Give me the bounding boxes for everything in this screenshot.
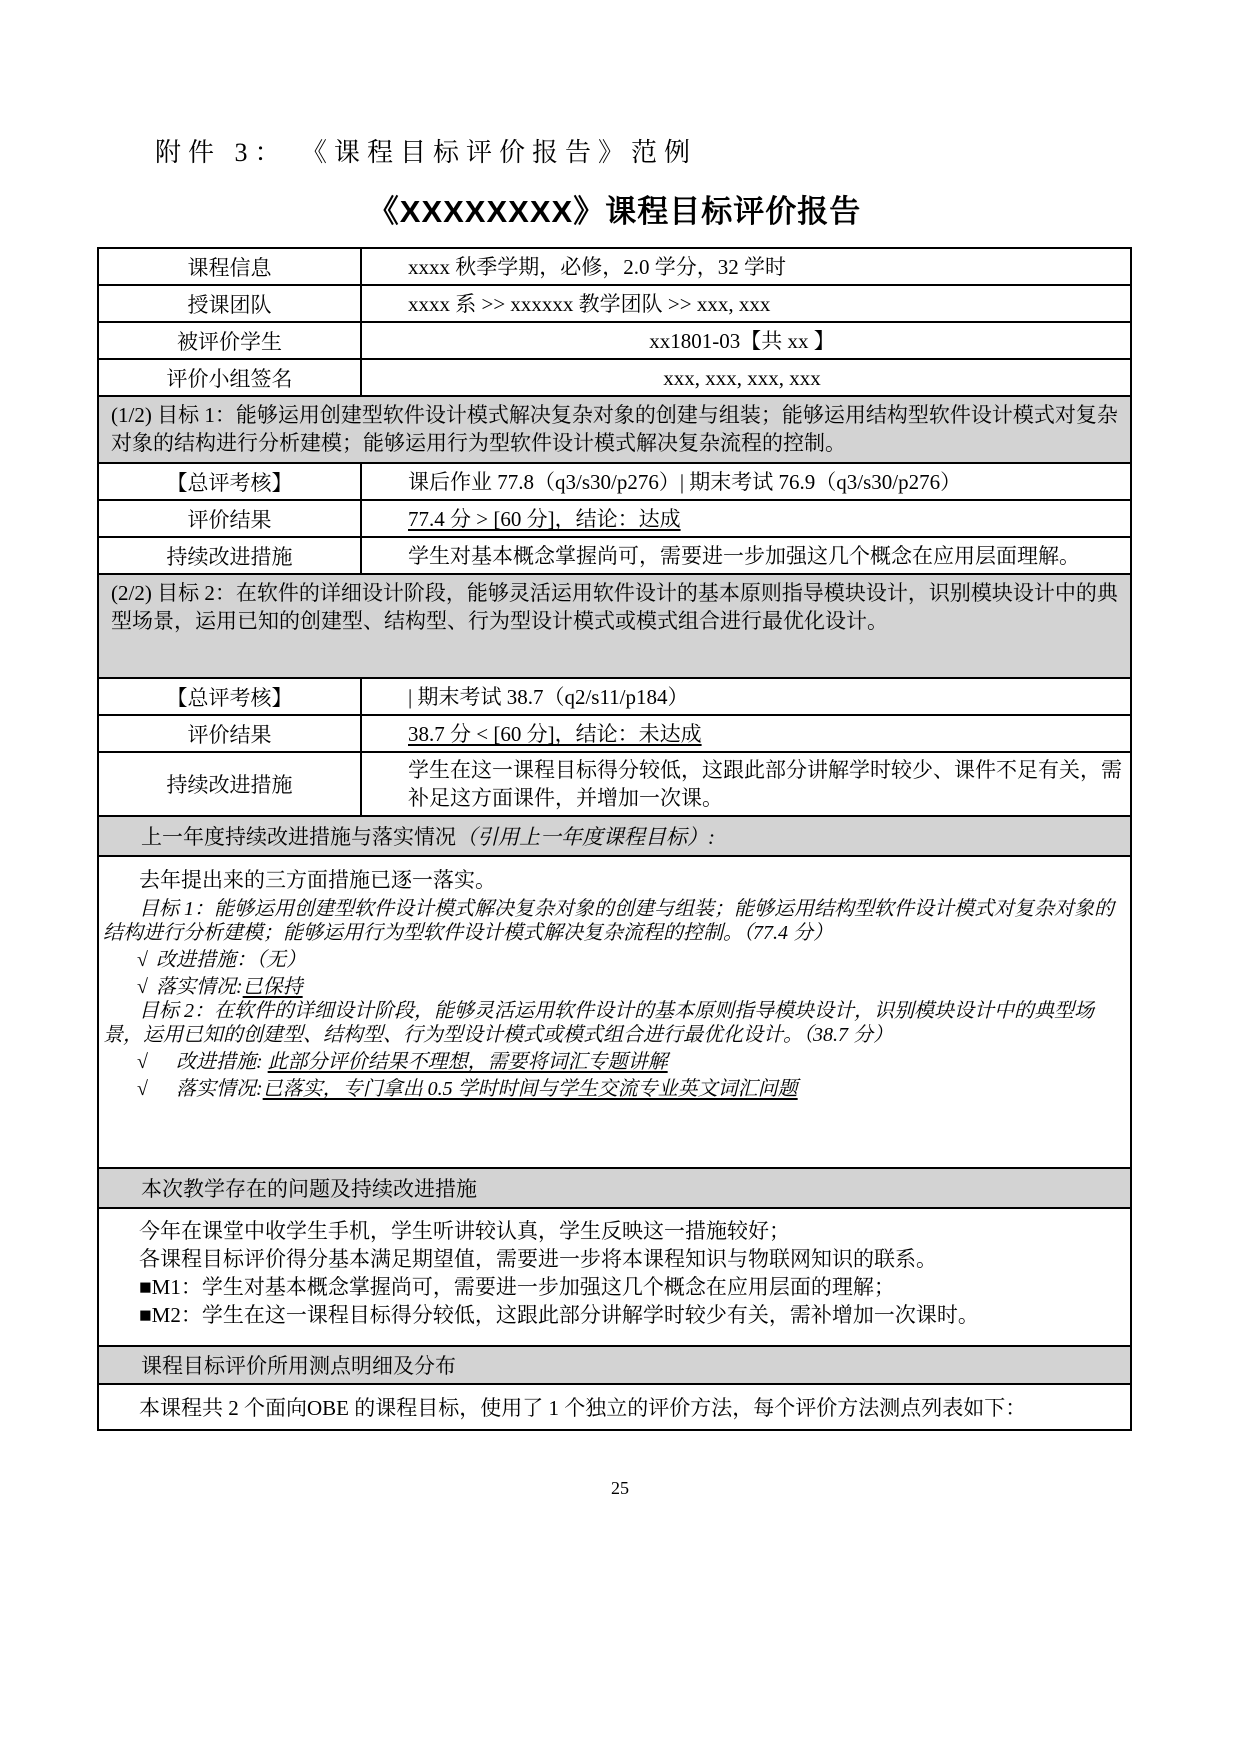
goal-2-result-label: 评价结果 [99, 716, 362, 751]
table-row-course-info [99, 249, 1130, 286]
goal-1-assessment-label: 【总评考核】 [99, 464, 362, 499]
goal-2-improvement-label: 持续改进措施 [99, 753, 362, 815]
goal-2-improvement-value: 学生在这一课程目标得分较低，这跟此部分讲解学时较少、课件不足有关，需补足这方面课件，并增加一次课。 [408, 758, 1122, 810]
problems-line: 今年在课堂中收学生手机，学生听讲较认真，学生反映这一措施较好； [139, 1219, 790, 1243]
goal-2-assessment-row [99, 679, 1130, 716]
goal-2-description-block [99, 575, 1130, 679]
goal-2-improvement-row [99, 753, 1130, 817]
previous-year-goal-1-improvement [99, 948, 1130, 972]
improvement-text: 此部分评价结果不理想，需要将词汇专题讲解 [267, 1051, 668, 1073]
implementation-label: 落实情况: [175, 1078, 263, 1100]
check-mark-icon: √ [137, 1078, 148, 1100]
goal-1-assessment-row [99, 464, 1130, 501]
goal-1-assessment-value: 课后作业 77.8（q3/s30/p276）| 期末考试 76.9（q3/s30/p276） [408, 469, 962, 494]
previous-year-goal-2-summary: 目标 2：在软件的详细设计阶段，能够灵活运用软件设计的基本原则指导模块设计，识别模块设计中的典型场景，运用已知的创建型、结构型、行为型设计模式或模式组合进行最优化设计。（38.7 分） [103, 1000, 1094, 1046]
teaching-team-label: 授课团队 [99, 286, 362, 321]
problems-line: ■M1：学生对基本概念掌握尚可，需要进一步加强这几个概念在应用层面的理解； [139, 1275, 895, 1299]
previous-year-goal-2-improvement [99, 1050, 1130, 1074]
teaching-team-value: xxxx 系 >> xxxxxx 教学团队 >> xxx, xxx [408, 291, 771, 316]
previous-year-goal-1-summary: 目标 1：能够运用创建型软件设计模式解决复杂对象的创建与组装；能够运用结构型软件设计模式对复杂对象的结构进行分析建模；能够运用行为型软件设计模式解决复杂流程的控制。（77.4 分） [103, 898, 1114, 944]
check-mark-icon: √ [137, 1051, 148, 1073]
page-number: 25 [611, 1478, 629, 1498]
problems-section-header [99, 1169, 1130, 1209]
evaluated-students-value: xx1801-03【共 xx 】 [649, 328, 835, 353]
evaluation-report-table [97, 247, 1132, 1431]
previous-year-header-citation: （引用上一年度课程目标）: [456, 825, 715, 849]
check-mark-icon: √ [137, 976, 148, 998]
goal-2-result-row [99, 716, 1130, 753]
goal-1-improvement-value: 学生对基本概念掌握尚可，需要进一步加强这几个概念在应用层面理解。 [408, 543, 1080, 568]
goal-1-result-value [362, 501, 1130, 536]
previous-year-section-header [99, 817, 1130, 857]
previous-year-content [99, 857, 1130, 1169]
improvement-text: （无） [255, 949, 306, 971]
table-row-panel-signature [99, 360, 1130, 397]
goal-1-result-row [99, 501, 1130, 538]
goal-2-assessment-label: 【总评考核】 [99, 679, 362, 714]
course-info-label: 课程信息 [99, 249, 362, 284]
measurement-section-header [99, 1347, 1130, 1385]
table-row-teaching-team [99, 286, 1130, 323]
evaluated-students-label: 被评价学生 [99, 323, 362, 358]
attachment-heading: 附件 3： 《课程目标评价报告》范例 [155, 138, 698, 167]
implementation-label: 落实情况: [155, 976, 243, 998]
check-mark-icon: √ [137, 949, 148, 971]
goal-1-improvement-row [99, 538, 1130, 575]
goal-1-description-block [99, 397, 1130, 464]
panel-signature-value: xxx, xxx, xxx, xxx [663, 365, 821, 390]
improvement-label: 改进措施: [175, 1051, 263, 1073]
implementation-text: 已保持 [242, 976, 303, 998]
measurement-header-text: 课程目标评价所用测点明细及分布 [141, 1354, 456, 1378]
goal-2-result-text: 38.7 分 < [60 分]，结论：未达成 [408, 721, 702, 746]
implementation-text: 已落实，专门拿出 0.5 学时时间与学生交流专业英文词汇问题 [262, 1078, 798, 1100]
goal-1-result-text: 77.4 分 > [60 分]，结论：达成 [408, 506, 681, 531]
report-title: 《XXXXXXXX》课程目标评价报告 [367, 194, 862, 229]
problems-line: ■M2：学生在这一课程目标得分较低，这跟此部分讲解学时较少有关，需补增加一次课时。 [139, 1303, 979, 1327]
improvement-label: 改进措施： [155, 949, 256, 971]
goal-2-result-value [362, 716, 1130, 751]
goal-2-assessment-value: | 期末考试 38.7（q2/s11/p184） [408, 684, 689, 709]
panel-signature-label: 评价小组签名 [99, 360, 362, 395]
goal-1-improvement-label: 持续改进措施 [99, 538, 362, 573]
course-info-value: xxxx 秋季学期，必修，2.0 学分，32 学时 [408, 254, 786, 279]
problems-header-text: 本次教学存在的问题及持续改进措施 [141, 1177, 477, 1201]
previous-year-header-text: 上一年度持续改进措施与落实情况 [141, 825, 456, 849]
problems-line: 各课程目标评价得分基本满足期望值，需要进一步将本课程知识与物联网知识的联系。 [139, 1247, 937, 1271]
goal-2-description-text: (2/2) 目标 2：在软件的详细设计阶段，能够灵活运用软件设计的基本原则指导模块设计，识别模块设计中的典型场景，运用已知的创建型、结构型、行为型设计模式或模式组合进行最优化设计。 [111, 581, 1118, 633]
previous-year-intro: 去年提出来的三方面措施已逐一落实。 [139, 868, 496, 892]
previous-year-goal-1-implementation [99, 975, 1130, 999]
goal-1-description-text: (1/2) 目标 1：能够运用创建型软件设计模式解决复杂对象的创建与组装；能够运用结构型软件设计模式对复杂对象的结构进行分析建模；能够运用行为型软件设计模式解决复杂流程的控制。 [111, 403, 1118, 455]
goal-1-result-label: 评价结果 [99, 501, 362, 536]
previous-year-goal-2-implementation [99, 1077, 1130, 1101]
table-row-evaluated-students [99, 323, 1130, 360]
problems-content [99, 1209, 1130, 1347]
measurement-content: 本课程共 2 个面向OBE 的课程目标，使用了 1 个独立的评价方法，每个评价方法测点列表如下： [139, 1396, 1027, 1420]
